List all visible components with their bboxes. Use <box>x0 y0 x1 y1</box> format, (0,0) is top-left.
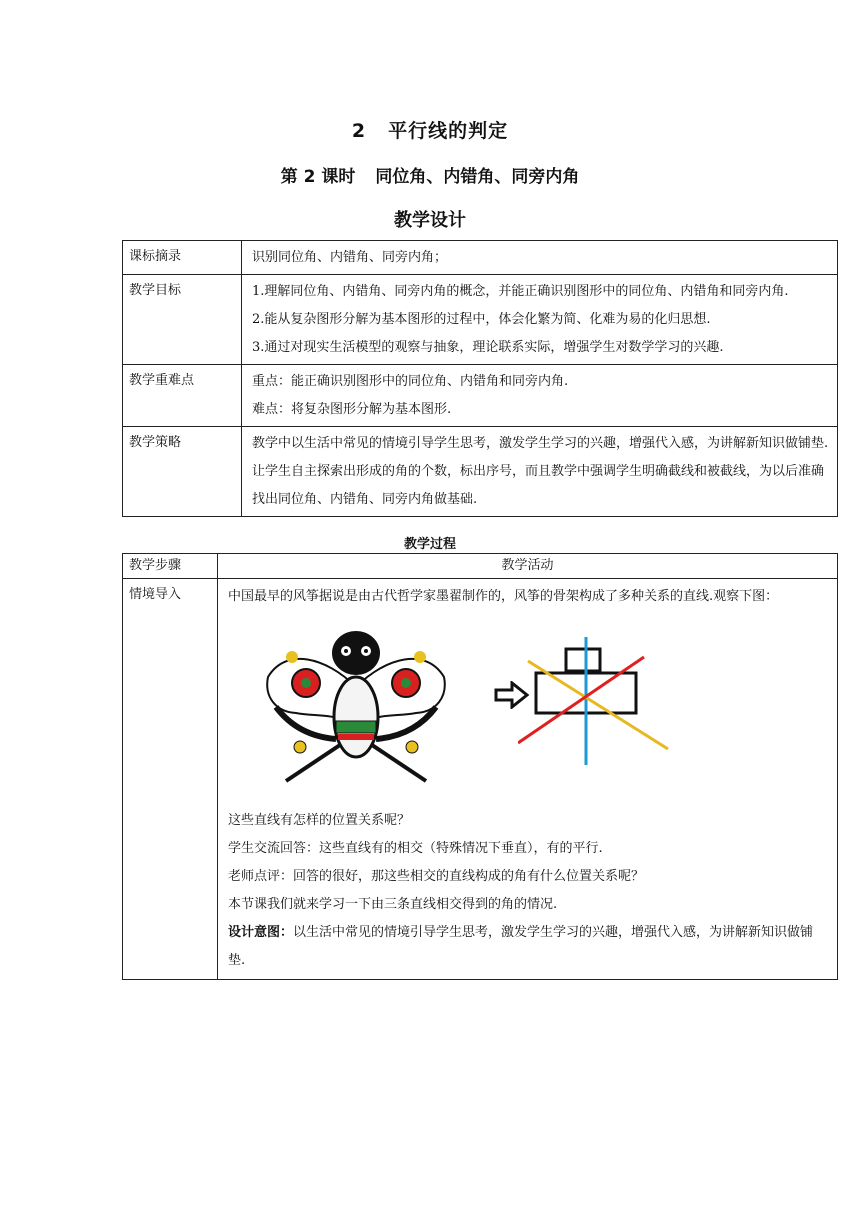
column-header-step: 教学步骤 <box>123 554 218 579</box>
text-line: 教学中以生活中常见的情境引导学生思考，激发学生学习的兴趣，增强代入感，为讲解新知识做铺垫.让学生自主探索出形成的角的个数，标出序号，而且教学中强调学生明确截线和被截线，为以后准确找出同位角、内错角、同旁内角做基础. <box>252 436 829 507</box>
row-label: 教学策略 <box>123 427 242 517</box>
design-intent-text: 以生活中常见的情境引导学生思考，激发学生学习的兴趣，增强代入感，为讲解新知识做铺垫. <box>228 925 814 968</box>
section-title-text: 平行线的判定 <box>388 120 509 142</box>
design-intent <box>228 919 829 975</box>
text-line: 3.通过对现实生活模型的观察与抽象，理论联系实际，增强学生对数学学习的兴趣. <box>252 340 724 355</box>
text-line: 重点：能正确识别图形中的同位角、内错角和同旁内角. <box>252 374 569 389</box>
lesson-title <box>0 162 860 187</box>
table-row <box>123 365 838 427</box>
column-header-activity: 教学活动 <box>218 554 838 579</box>
row-label: 教学重难点 <box>123 365 242 427</box>
row-content <box>242 275 838 365</box>
lesson-number: 第 2 课时 <box>280 167 356 187</box>
row-content <box>242 365 838 427</box>
text-line: 2.能从复杂图形分解为基本图形的过程中，体会化繁为简、化难为易的化归思想. <box>252 312 711 327</box>
abstract-lines-diagram <box>518 637 678 767</box>
text-line: 学生交流回答：这些直线有的相交（特殊情况下垂直），有的平行. <box>228 841 603 856</box>
lesson-topic: 同位角、内错角、同旁内角 <box>375 167 580 187</box>
section-title <box>0 116 860 143</box>
text-line: 难点：将复杂图形分解为基本图形. <box>252 402 452 417</box>
design-title: 教学设计 <box>394 210 466 231</box>
text-line: 1.理解同位角、内错角、同旁内角的概念，并能正确识别图形中的同位角、内错角和同旁内角. <box>252 284 789 299</box>
swallow-kite-image <box>256 617 456 801</box>
intro-text: 中国最早的风筝据说是由古代哲学家墨翟制作的，风筝的骨架构成了多种关系的直线.观察下图： <box>228 589 779 604</box>
process-table <box>122 553 838 980</box>
process-title: 教学过程 <box>403 537 456 552</box>
table-row <box>123 427 838 517</box>
row-label: 课标摘录 <box>123 241 242 275</box>
row-content <box>242 241 838 275</box>
row-label: 教学目标 <box>123 275 242 365</box>
table-row <box>123 241 838 275</box>
section-number: 2 <box>351 120 367 142</box>
text-line: 这些直线有怎样的位置关系呢？ <box>228 813 411 828</box>
table-row <box>123 275 838 365</box>
table-row <box>123 579 838 980</box>
figure <box>228 617 829 803</box>
activity-content <box>218 579 838 980</box>
text-line: 本节课我们就来学习一下由三条直线相交得到的角的情况. <box>228 897 558 912</box>
row-content <box>242 427 838 517</box>
table-header-row <box>123 554 838 579</box>
design-intent-label: 设计意图： <box>228 925 294 940</box>
step-label: 情境导入 <box>123 579 218 980</box>
design-table <box>122 240 838 517</box>
text-line: 识别同位角、内错角、同旁内角； <box>252 250 448 265</box>
text-line: 老师点评：回答的很好，那这些相交的直线构成的角有什么位置关系呢？ <box>228 869 645 884</box>
